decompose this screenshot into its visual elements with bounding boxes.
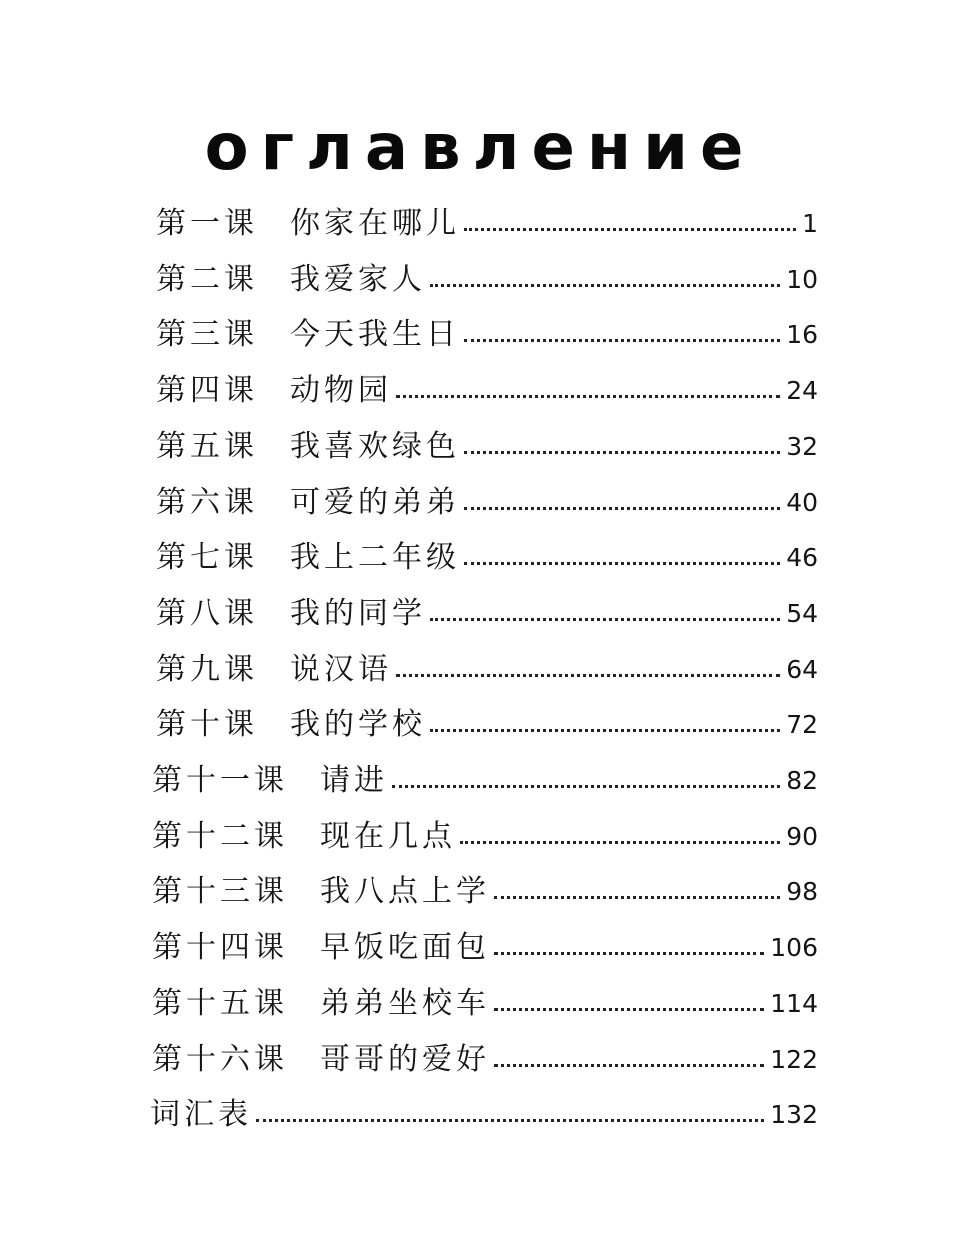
page-number: 32 xyxy=(786,432,818,461)
toc-row xyxy=(150,924,830,972)
dot-leader xyxy=(464,339,780,342)
lesson-title: 词汇表 xyxy=(150,1097,252,1132)
lesson-title: 现在几点 xyxy=(320,819,456,854)
page-number: 132 xyxy=(770,1100,818,1129)
toc-row xyxy=(150,1036,830,1084)
page-number: 24 xyxy=(786,376,818,405)
page-number: 82 xyxy=(786,766,818,795)
dot-leader xyxy=(430,729,780,732)
dot-leader xyxy=(396,674,780,677)
lesson-title: 弟弟坐校车 xyxy=(320,986,490,1021)
page-title: оглавление xyxy=(204,111,756,185)
lesson-title: 哥哥的爱好 xyxy=(320,1042,490,1077)
page-number: 46 xyxy=(786,543,818,572)
page-number: 122 xyxy=(770,1045,818,1074)
lesson-number: 第三课 xyxy=(156,317,258,352)
dot-leader xyxy=(256,1119,764,1122)
toc-row xyxy=(150,646,830,694)
page-number: 106 xyxy=(770,933,818,962)
lesson-title: 早饭吃面包 xyxy=(320,930,490,965)
page-number: 72 xyxy=(786,710,818,739)
dot-leader xyxy=(392,785,780,788)
lesson-title: 你家在哪儿 xyxy=(290,206,460,241)
lesson-title: 我上二年级 xyxy=(290,540,460,575)
toc-row xyxy=(150,367,830,415)
lesson-number: 第四课 xyxy=(156,373,258,408)
toc-row xyxy=(150,479,830,527)
toc-row xyxy=(150,590,830,638)
page-number: 10 xyxy=(786,265,818,294)
dot-leader xyxy=(464,228,796,231)
dot-leader xyxy=(464,562,780,565)
lesson-number: 第十二课 xyxy=(152,819,288,854)
lesson-number: 第十三课 xyxy=(152,874,288,909)
toc-row xyxy=(150,757,830,805)
page-number: 64 xyxy=(786,655,818,684)
lesson-number: 第五课 xyxy=(156,429,258,464)
lesson-number: 第十四课 xyxy=(152,930,288,965)
page-number: 98 xyxy=(786,877,818,906)
dot-leader xyxy=(494,1064,764,1067)
lesson-number: 第十六课 xyxy=(152,1042,288,1077)
page-number: 54 xyxy=(786,599,818,628)
dot-leader xyxy=(460,841,780,844)
lesson-title: 说汉语 xyxy=(290,652,392,687)
lesson-title: 我喜欢绿色 xyxy=(290,429,460,464)
lesson-title: 可爱的弟弟 xyxy=(290,485,460,520)
dot-leader xyxy=(494,896,780,899)
page-number: 1 xyxy=(802,209,818,238)
toc-row xyxy=(150,1091,830,1139)
dot-leader xyxy=(494,952,764,955)
lesson-title: 我的学校 xyxy=(290,707,426,742)
lesson-title: 我八点上学 xyxy=(320,874,490,909)
page-number: 40 xyxy=(786,488,818,517)
toc-row xyxy=(150,701,830,749)
lesson-number: 第十五课 xyxy=(152,986,288,1021)
lesson-number: 第七课 xyxy=(156,540,258,575)
page-number: 16 xyxy=(786,320,818,349)
lesson-title: 动物园 xyxy=(290,373,392,408)
dot-leader xyxy=(396,395,780,398)
lesson-number: 第十课 xyxy=(156,707,258,742)
toc-row xyxy=(150,200,830,248)
toc-row xyxy=(150,868,830,916)
toc-row xyxy=(150,423,830,471)
dot-leader xyxy=(430,618,780,621)
toc-row xyxy=(150,311,830,359)
toc-row xyxy=(150,534,830,582)
lesson-number: 第十一课 xyxy=(152,763,288,798)
lesson-number: 第二课 xyxy=(156,262,258,297)
toc-row xyxy=(150,980,830,1028)
dot-leader xyxy=(464,451,780,454)
lesson-title: 今天我生日 xyxy=(290,317,460,352)
lesson-title: 请进 xyxy=(320,763,388,798)
lesson-title: 我的同学 xyxy=(290,596,426,631)
toc-row xyxy=(150,813,830,861)
lesson-title: 我爱家人 xyxy=(290,262,426,297)
dot-leader xyxy=(430,284,780,287)
lesson-number: 第八课 xyxy=(156,596,258,631)
page-number: 114 xyxy=(770,989,818,1018)
page-number: 90 xyxy=(786,822,818,851)
dot-leader xyxy=(464,507,780,510)
lesson-number: 第九课 xyxy=(156,652,258,687)
lesson-number: 第六课 xyxy=(156,485,258,520)
lesson-number: 第一课 xyxy=(156,206,258,241)
toc-row xyxy=(150,256,830,304)
dot-leader xyxy=(494,1008,764,1011)
